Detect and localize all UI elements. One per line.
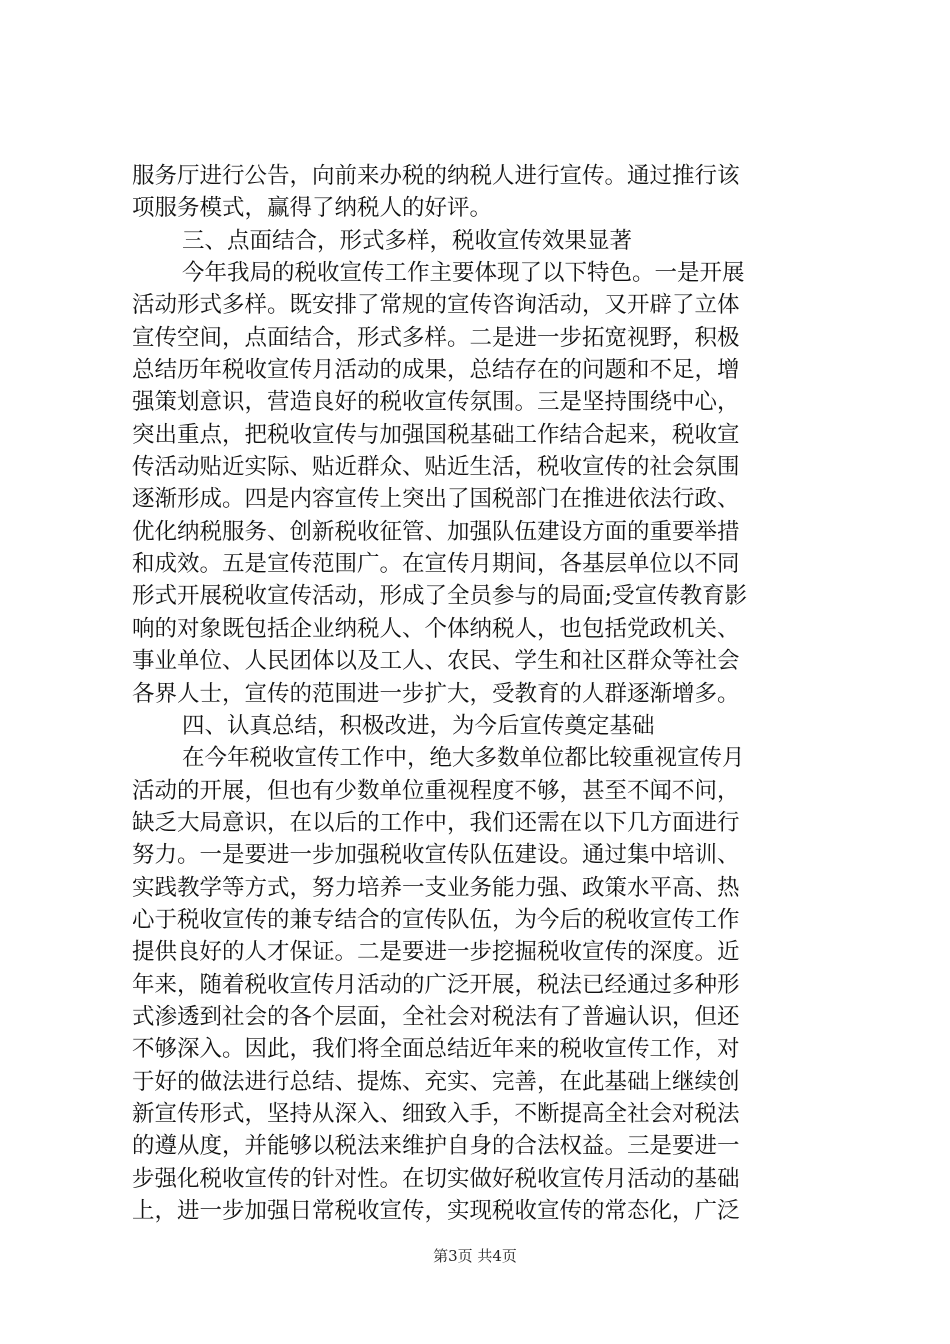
paragraph-line: 各界人士，宣传的范围进一步扩大，受教育的人群逐渐增多。 (132, 680, 740, 707)
paragraph-line: 心于税收宣传的兼专结合的宣传队伍，为今后的税收宣传工作 (132, 906, 740, 933)
paragraph-line: 逐渐形成。四是内容宣传上突出了国税部门在推进依法行政、 (132, 486, 740, 513)
paragraph-line: 响的对象既包括企业纳税人、个体纳税人，也包括党政机关、 (132, 615, 740, 642)
page-number-footer: 第3页 共4页 (433, 1247, 517, 1265)
paragraph-line: 项服务模式，赢得了纳税人的好评。 (132, 195, 493, 222)
paragraph-line: 不够深入。因此，我们将全面总结近年来的税收宣传工作，对 (132, 1036, 740, 1063)
paragraph-line: 宣传空间，点面结合，形式多样。二是进一步拓宽视野，积极 (132, 324, 740, 351)
paragraph-line: 活动的开展，但也有少数单位重视程度不够，甚至不闻不问， (132, 777, 740, 804)
paragraph-line: 年来，随着税收宣传月活动的广泛开展，税法已经通过多种形 (132, 971, 740, 998)
paragraph-line: 步强化税收宣传的针对性。在切实做好税收宣传月活动的基础 (132, 1165, 740, 1192)
body-text (132, 160, 832, 1227)
paragraph-line: 的遵从度，并能够以税法来维护自身的合法权益。三是要进一 (132, 1133, 740, 1160)
paragraph-line: 上，进一步加强日常税收宣传，实现税收宣传的常态化，广泛 (132, 1198, 740, 1224)
paragraph-line: 总结历年税收宣传月活动的成果，总结存在的问题和不足，增 (132, 357, 740, 384)
section-heading: 三、点面结合，形式多样，税收宣传效果显著 (182, 227, 633, 254)
paragraph-line: 努力。一是要进一步加强税收宣传队伍建设。通过集中培训、 (132, 842, 740, 869)
paragraph-line: 和成效。五是宣传范围广。在宣传月期间，各基层单位以不同 (132, 551, 740, 578)
paragraph-line: 新宣传形式，坚持从深入、细致入手，不断提高全社会对税法 (132, 1100, 740, 1127)
paragraph-line: 实践教学等方式，努力培养一支业务能力强、政策水平高、热 (132, 874, 740, 901)
paragraph-line: 服务厅进行公告，向前来办税的纳税人进行宣传。通过推行该 (132, 163, 740, 189)
section-heading: 四、认真总结，积极改进，为今后宣传奠定基础 (182, 712, 655, 739)
paragraph-line: 于好的做法进行总结、提炼、充实、完善，在此基础上继续创 (132, 1068, 740, 1095)
paragraph-line: 事业单位、人民团体以及工人、农民、学生和社区群众等社会 (132, 648, 740, 675)
paragraph-line: 突出重点，把税收宣传与加强国税基础工作结合起来，税收宣 (132, 421, 740, 448)
paragraph-line: 活动形式多样。既安排了常规的宣传咨询活动，又开辟了立体 (132, 292, 740, 319)
paragraph-line: 缺乏大局意识，在以后的工作中，我们还需在以下几方面进行 (132, 809, 740, 836)
paragraph-line: 今年我局的税收宣传工作主要体现了以下特色。一是开展 (182, 260, 745, 287)
paragraph-line: 优化纳税服务、创新税收征管、加强队伍建设方面的重要举措 (132, 518, 740, 545)
paragraph-line: 提供良好的人才保证。二是要进一步挖掘税收宣传的深度。近 (132, 939, 740, 966)
paragraph-line: 传活动贴近实际、贴近群众、贴近生活，税收宣传的社会氛围 (132, 454, 740, 481)
paragraph-line: 在今年税收宣传工作中，绝大多数单位都比较重视宣传月 (182, 745, 745, 772)
paragraph-line: 形式开展税收宣传活动，形成了全员参与的局面;受宣传教育影 (132, 583, 748, 610)
paragraph-line: 强策划意识，营造良好的税收宣传氛围。三是坚持围绕中心， (132, 389, 740, 416)
paragraph-line: 式渗透到社会的各个层面，全社会对税法有了普遍认识，但还 (132, 1003, 740, 1030)
